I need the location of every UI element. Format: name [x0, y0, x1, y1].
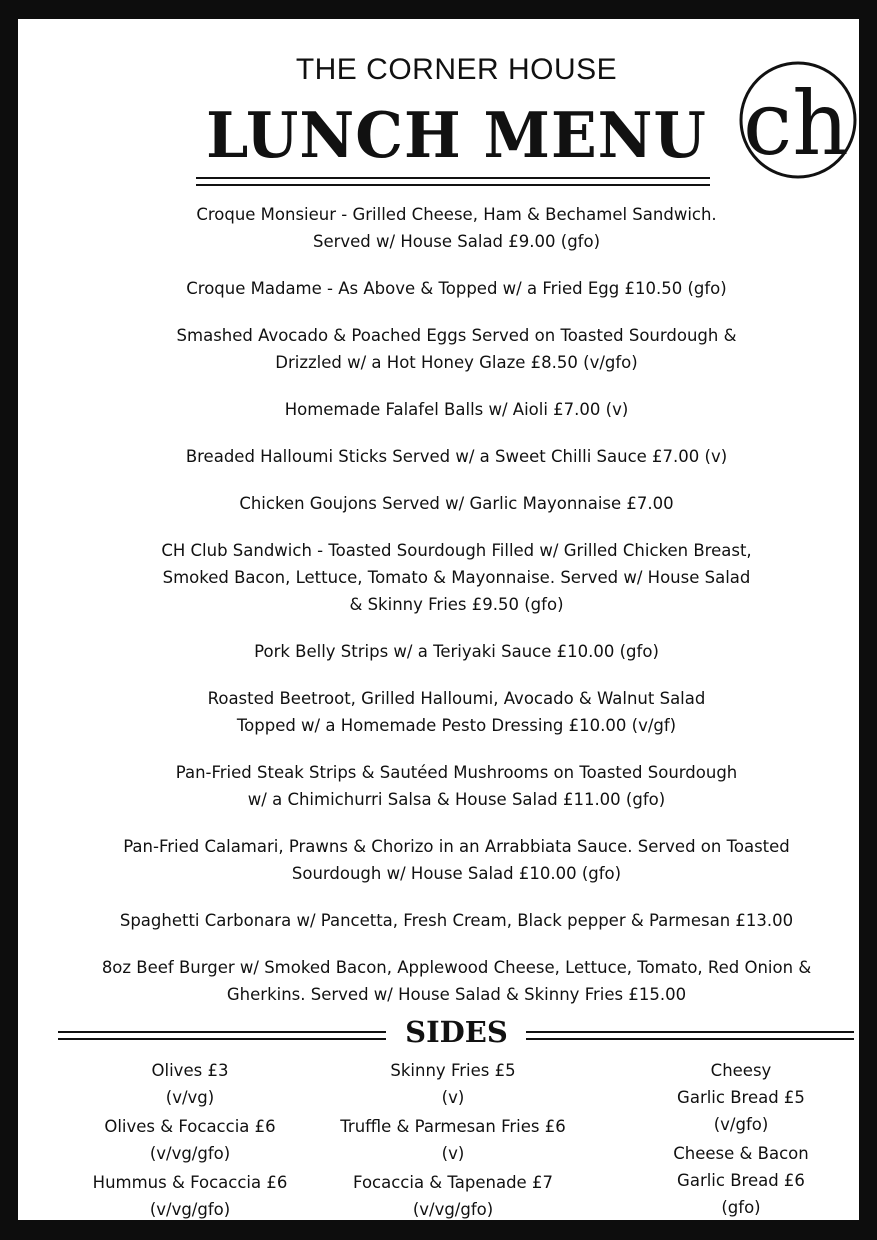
sides-rule-right-bottom [526, 1038, 854, 1040]
restaurant-name: THE CORNER HOUSE [295, 53, 618, 86]
menu-item-line: Homemade Falafel Balls w/ Aioli £7.00 (v) [284, 400, 629, 419]
menu-item [88, 201, 825, 255]
side-item [323, 1169, 583, 1223]
menu-item-line: w/ a Chimichurri Salsa & House Salad £11.00 (gfo) [247, 790, 666, 809]
menu-item [88, 907, 825, 934]
side-item [323, 1057, 583, 1111]
side-item [618, 1140, 864, 1221]
menu-item-line: Sourdough w/ House Salad £10.00 (gfo) [291, 864, 622, 883]
side-item-line: (v/vg/gfo) [149, 1200, 231, 1219]
sides-column-middle [323, 1057, 583, 1225]
menu-item-line: CH Club Sandwich - Toasted Sourdough Filled w/ Grilled Chicken Breast, [161, 541, 752, 560]
menu-item-line: Served w/ House Salad £9.00 (gfo) [312, 232, 601, 251]
menu-item-line: Pan-Fried Calamari, Prawns & Chorizo in an Arrabbiata Sauce. Served on Toasted [123, 837, 790, 856]
side-item-line: Garlic Bread £6 [677, 1171, 805, 1190]
title-underline-top [196, 177, 710, 179]
menu-item [88, 490, 825, 517]
menu-item [88, 443, 825, 470]
menu-item [88, 759, 825, 813]
menu-items-list [88, 201, 825, 1028]
menu-item [88, 638, 825, 665]
title-underline-bottom [196, 184, 710, 186]
sides-heading: SIDES [405, 1015, 508, 1049]
menu-item-line: Breaded Halloumi Sticks Served w/ a Sweet Chilli Sauce £7.00 (v) [185, 447, 728, 466]
sides-column-right [618, 1057, 864, 1223]
menu-item-line: 8oz Beef Burger w/ Smoked Bacon, Applewood Cheese, Lettuce, Tomato, Red Onion & [101, 958, 812, 977]
side-item [618, 1057, 864, 1138]
menu-item-line: Croque Madame - As Above & Topped w/ a Fried Egg £10.50 (gfo) [186, 279, 727, 298]
sides-rule-right-top [526, 1031, 854, 1033]
menu-item-line: Smoked Bacon, Lettuce, Tomato & Mayonnaise. Served w/ House Salad [162, 568, 751, 587]
side-item-line: Skinny Fries £5 [390, 1061, 516, 1080]
menu-item-line: Drizzled w/ a Hot Honey Glaze £8.50 (v/gfo) [275, 353, 638, 372]
menu-item [88, 537, 825, 618]
menu-item [88, 685, 825, 739]
menu-item-line: Gherkins. Served w/ House Salad & Skinny Fries £15.00 [226, 985, 687, 1004]
side-item-line: (v) [441, 1088, 465, 1107]
side-item [68, 1113, 312, 1167]
menu-item-line: & Skinny Fries £9.50 (gfo) [349, 595, 564, 614]
menu-item-line: Pan-Fried Steak Strips & Sautéed Mushrooms on Toasted Sourdough [175, 763, 738, 782]
side-item-line: Truffle & Parmesan Fries £6 [340, 1117, 566, 1136]
side-item-line: Garlic Bread £5 [677, 1088, 805, 1107]
side-item [68, 1169, 312, 1223]
side-item-line: (v/vg) [165, 1088, 215, 1107]
side-item-line: Olives £3 [151, 1061, 229, 1080]
side-item-line: (v/vg/gfo) [149, 1144, 231, 1163]
side-item-line: Cheese & Bacon [673, 1144, 809, 1163]
menu-item-line: Smashed Avocado & Poached Eggs Served on Toasted Sourdough & [176, 326, 737, 345]
side-item-line: Olives & Focaccia £6 [104, 1117, 276, 1136]
menu-item [88, 396, 825, 423]
side-item-line: Cheesy [710, 1061, 772, 1080]
side-item [68, 1057, 312, 1111]
side-item-line: Hummus & Focaccia £6 [92, 1173, 288, 1192]
menu-item [88, 322, 825, 376]
logo-text: ch [743, 72, 849, 175]
menu-item-line: Croque Monsieur - Grilled Cheese, Ham & Bechamel Sandwich. [196, 205, 717, 224]
side-item-line: Focaccia & Tapenade £7 [353, 1173, 553, 1192]
logo-icon [738, 60, 858, 180]
menu-item-line: Pork Belly Strips w/ a Teriyaki Sauce £10.00 (gfo) [254, 642, 659, 661]
side-item-line: (v/gfo) [713, 1115, 769, 1134]
menu-item [88, 833, 825, 887]
side-item-line: (v/vg/gfo) [412, 1200, 494, 1219]
side-item-line: (v) [441, 1144, 465, 1163]
sides-column-left [68, 1057, 312, 1225]
menu-item [88, 275, 825, 302]
menu-item-line: Spaghetti Carbonara w/ Pancetta, Fresh Cream, Black pepper & Parmesan £13.00 [119, 911, 794, 930]
side-item-line: (gfo) [721, 1198, 761, 1217]
menu-item-line: Roasted Beetroot, Grilled Halloumi, Avocado & Walnut Salad [207, 689, 706, 708]
menu-item-line: Topped w/ a Homemade Pesto Dressing £10.00 (v/gf) [236, 716, 677, 735]
menu-item-line: Chicken Goujons Served w/ Garlic Mayonnaise £7.00 [239, 494, 674, 513]
menu-item [88, 954, 825, 1008]
page-title: LUNCH MENU [206, 99, 707, 173]
side-item [323, 1113, 583, 1167]
